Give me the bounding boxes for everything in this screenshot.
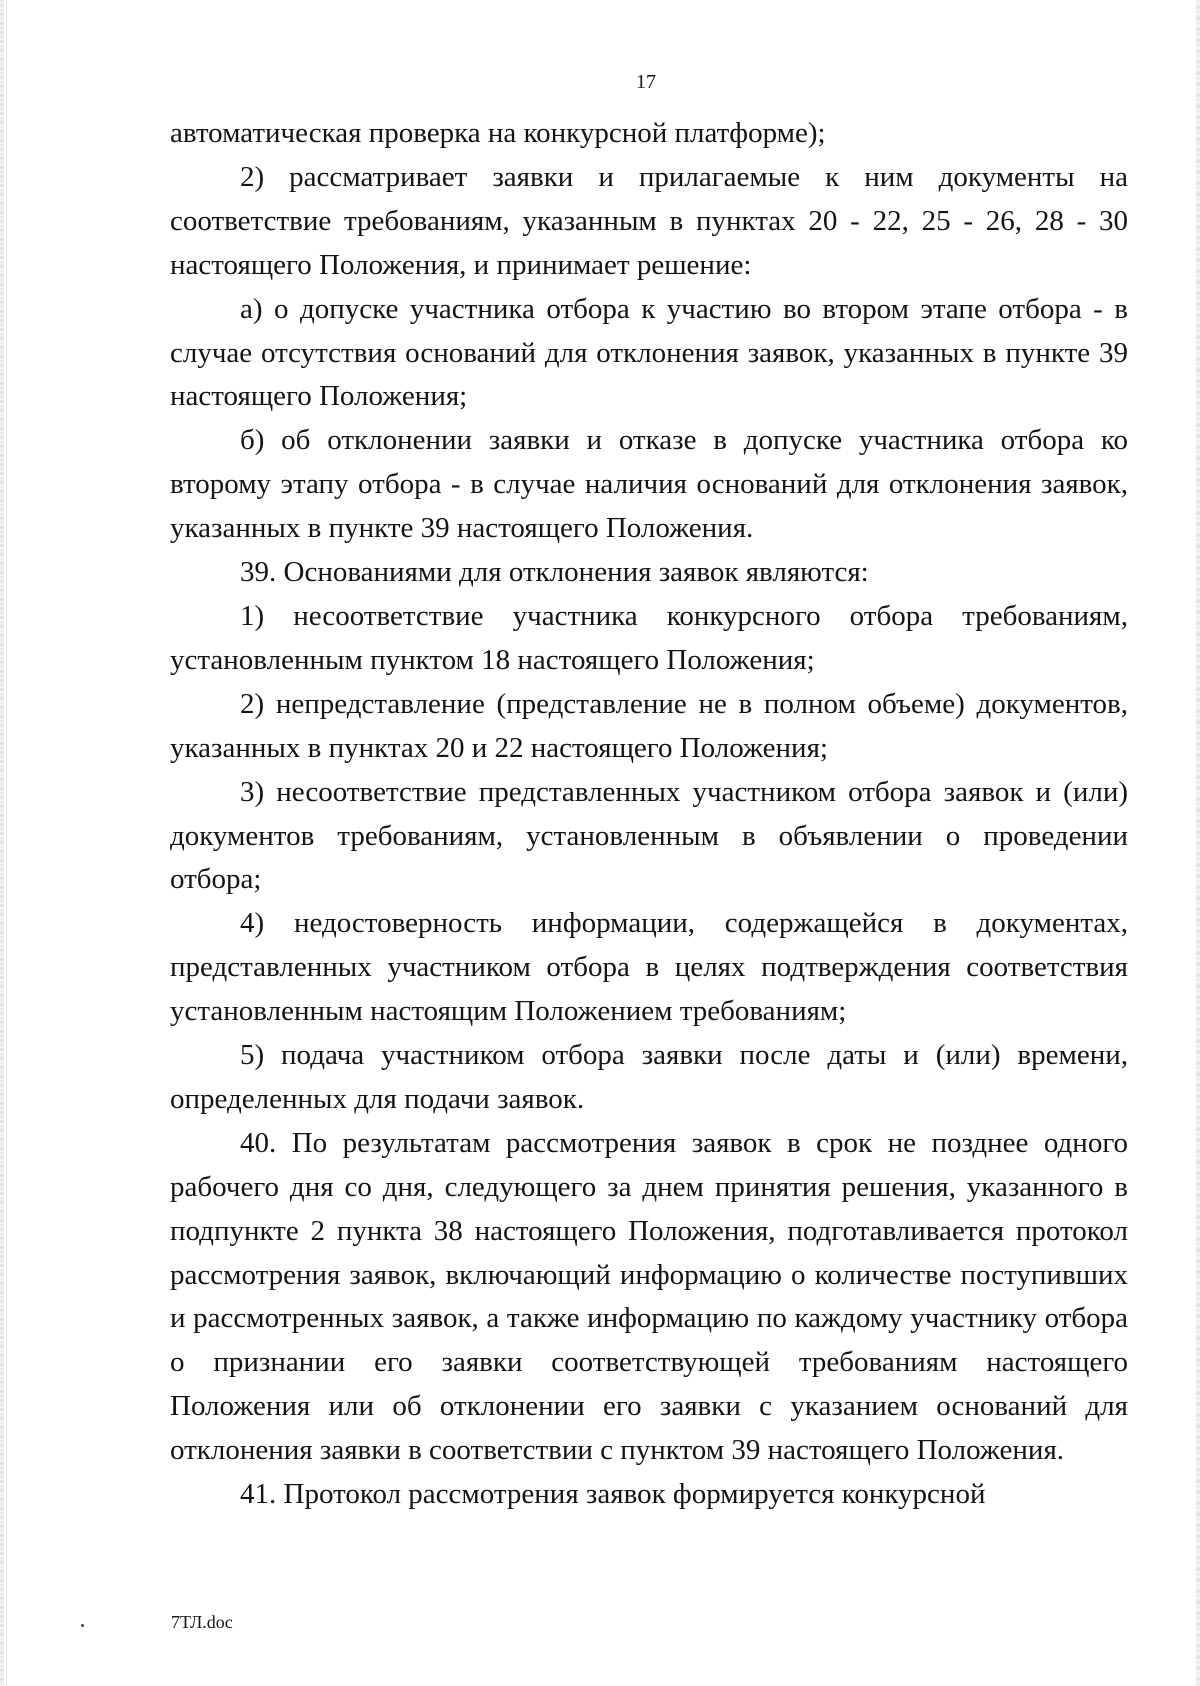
paragraph-item-b: б) об отклонении заявки и отказе в допуске участника отбора ко второму этапу отбора - в случае наличия оснований для отклонения заявок, указанных в пункте 39 настоящего Положения. [170, 424, 1128, 545]
paragraph-ground-2: 2) непредставление (представление не в полном объеме) документов, указанных в пунктах 20 и 22 настоящего Положения; [170, 687, 1128, 764]
document-body [170, 112, 1128, 1517]
paragraph-item-a: а) о допуске участника отбора к участию во втором этапе отбора - в случае отсутствия оснований для отклонения заявок, указанных в пункте 39 настоящего Положения; [170, 292, 1128, 413]
scan-edge-right [1196, 0, 1200, 1686]
paragraph-ground-1: 1) несоответствие участника конкурсного отбора требованиям, установленным пунктом 18 настоящего Положения; [170, 599, 1128, 676]
paragraph-clause-39: 39. Основаниями для отклонения заявок являются: [240, 556, 869, 589]
page-number: 17 [636, 71, 656, 93]
paragraph-ground-5: 5) подача участником отбора заявки после даты и (или) времени, определенных для подачи заявок. [170, 1039, 1128, 1115]
scan-edge-left-line [6, 0, 7, 1686]
paragraph-continuation: автоматическая проверка на конкурсной платформе); [170, 117, 826, 149]
scan-dot [81, 1624, 84, 1627]
paragraph-item-2: 2) рассматривает заявки и прилагаемые к ним документы на соответствие требованиям, указанным в пунктах 20 - 22, 25 - 26, 28 - 30 настоящего Положения, и принимает решение: [170, 160, 1128, 281]
paragraph-ground-4: 4) недостоверность информации, содержащейся в документах, представленных участником отбора в целях подтверждения соответствия установленным настоящим Положением требованиям; [170, 907, 1128, 1028]
paragraph-ground-3: 3) несоответствие представленных участником отбора заявок и (или) документов требованиям, установленным в объявлении о проведении отбора; [170, 775, 1128, 896]
paragraph-clause-41: 41. Протокол рассмотрения заявок формируется конкурсной [240, 1478, 986, 1511]
footer-file-name: 7ТЛ.doc [171, 1612, 233, 1632]
scan-edge-left [0, 0, 4, 1686]
paragraph-clause-40: 40. По результатам рассмотрения заявок в срок не позднее одного рабочего дня со дня, следующего за днем принятия решения, указанного в подпункте 2 пункта 38 настоящего Положения, подготавливается протокол рассмотрения заявок, включающий информацию о количестве поступивших и рассмотренных заявок, а также информацию по каждому участнику отбора о признании его заявки соответствующей требованиям настоящего Положения или об отклонении его заявки с указанием оснований для отклонения заявки в соответствии с пунктом 39 настоящего Положения. [170, 1126, 1128, 1467]
